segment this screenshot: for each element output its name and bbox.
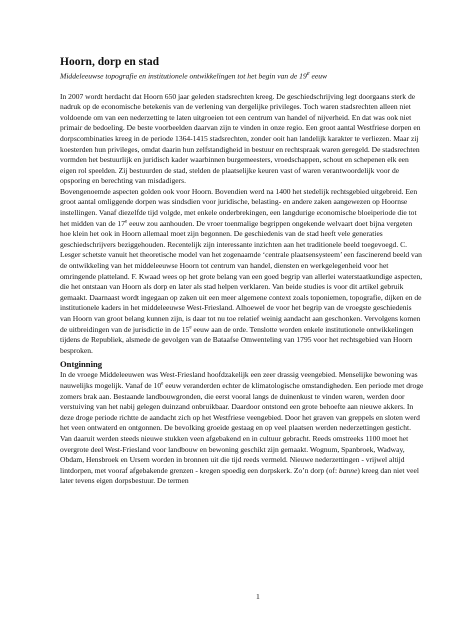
subtitle-superscript: e xyxy=(306,70,310,77)
subtitle-suffix: eeuw xyxy=(309,71,328,81)
section-superscript: e xyxy=(161,381,164,387)
section-heading: Ontginning xyxy=(60,359,103,370)
intro-paragraph-1: In 2007 wordt herdacht dat Hoorn 650 jaar geleden stadsrechten kreeg. De geschiedschrijving legt doorgaans sterk de nadruk op de economische betekenis van de verlening van dergelijke privileges. Toch waren stadsrechten alleen niet voldoende om van een nederzetting te laten uitgroeien tot een centrum van handel of nijverheid. En dat was ook niet primair de bedoeling. De beste voorbeelden daarvan zijn te vinden in onze regio. Een groot aantal Westfriese dorpen en dorpscombinaties kreeg in de periode 1364-1415 stadsrechten, zonder ooit han landelijk karakter te verliezen. Maar zij koesterden hun privileges, omdat daarin hun zelfstandigheid in bestuur en rechtspraak waren geregeld. De stadsrechten vormden het bestuurlijk en juridisch kader waarbinnen burgemeesters, vroedschappen, schout en schepenen elk een eigen rol speelden. Zij bestuurden de stad, stelden de plaatselijke keuren vast of waren verantwoordelijk voor de opsporing en berechting van misdadigers. xyxy=(60,91,421,186)
intro-text-b: eeuw zou aanhouden. De vroer toenmalige begrippen ongekende welvaart doet bijna vergeten hoe klein het ook in Hoorn allemaal moet zijn begonnen. De geschiedenis van de stad heeft vele generaties geschiedschrijvers beziggehouden. Recentelijk zijn interessante inzichten aan het traditionele beeld toegevoegd. C. Lesger schetste vanuit het theoretische model van het zogenaamde ‘centrale plaatsensysteem’ een fascinerend beeld van de ontwikkeling van het middeleeuwse Hoorn tot centrum van handel, diensten en werkgelegenheid voor het omringende platteland. F. Kwaad wees op het grote belang van een goed begrip van allerlei waterstaatkundige aspecten, die het ontstaan van Hoorn als dorp en later als stad helpen verklaren. Van beide studies is voor dit artikel gebruik gemaakt. Daarnaast wordt ingegaan op zaken uit een meer algemene context zoals toponiemen, topografie, dijken en de institutionele kaders in het middeleeuwse West-Friesland. Alhoewel de voor het begrip van de vroegste geschiedenis van Hoorn van groot belang kunnen zijn, is daar tot nu toe relatief weinig aandacht aan geschonken. Vervolgens komen de uitbreidingen van de jurisdictie in de 15 xyxy=(60,218,423,334)
intro-paragraph-2 xyxy=(60,187,424,357)
intro-superscript-b: e xyxy=(189,325,192,331)
section-text-b: eeuw veranderden echter de klimatologische omstandigheden. Een periode met droge zomers brak aan. Bestaande landbouwgronden, die eerst vooral langs de duinenkust te vinden waren, werden door verstuiving van het nabij gelegen duinzand onbruikbaar. Daardoor ontstond een grote behoefte aan nieuwe akkers. In deze droge periode richtte de aandacht zich op het Westfriese veengebied. Door het graven van greppels en sloten werd het veen ontwaterd en ontgonnen. De bevolking groeide gestaag en op veel plaatsen werden nederzettingen gesticht. Van daaruit werden steeds nieuwe stukken veen afgebakend en in cultuur gebracht. Reeds omstreeks 1100 moet het overgrote deel West-Friesland voor landbouw en bewoning geschikt zijn gemaakt. Wognum, Spanbroek, Wadway, Obdam, Hensbroek en Ursem worden in bronnen uit die tijd reeds vermeld. Nieuwe nederzettingen - vrijwel altijd lintdorpen, met vooraf afgebakende grenzen - kregen spoedig een dorpskerk. Zo’n dorp (of: xyxy=(60,380,424,475)
document-subtitle xyxy=(60,69,424,82)
intro-superscript-a: e xyxy=(124,219,128,225)
document-title: Hoorn, dorp en stad xyxy=(60,56,160,68)
section-text-a: In de vroege Middeleeuwen was West-Friesland hoofdzakelijk een zeer drassig veengebied. Menselijke bewoning was nauwelijks mogelijk. Vanaf de 10 xyxy=(60,370,418,390)
section-text-c: ) kreeg dan niet veel later tevens eigen dorpsbestuur. De termen xyxy=(60,465,419,486)
intro-text-a: Bovengenoemde aspecten golden ook voor Hoorn. Bovendien werd na 1400 het stedelijk rechtsgebied uitgebreid. Een groot aantal omliggende dorpen was sindsdien voor juridische, belasting- en andere zaken aangewezen op Hoornse instellingen. Vanaf diezelfde tijd volgde, met enkele onderbrekingen, een langdurige economische bloeiperiode die tot het midden van de 17 xyxy=(60,186,418,228)
section-italic-term: banne xyxy=(338,465,358,475)
page-number: 1 xyxy=(256,592,260,601)
subtitle-text: Middeleeuwse topografie en institutionele ontwikkelingen tot het begin van de 19 xyxy=(60,71,307,81)
section-paragraph xyxy=(60,370,424,487)
intro-text-c: eeuw aan de orde. Tenslotte worden enkele institutionele ontwikkelingen tijdens de Republiek, alsmede de gevolgen van de Bataafse Omwenteling van 1795 voor het rechtsgebied van Hoorn besproken. xyxy=(60,324,414,355)
